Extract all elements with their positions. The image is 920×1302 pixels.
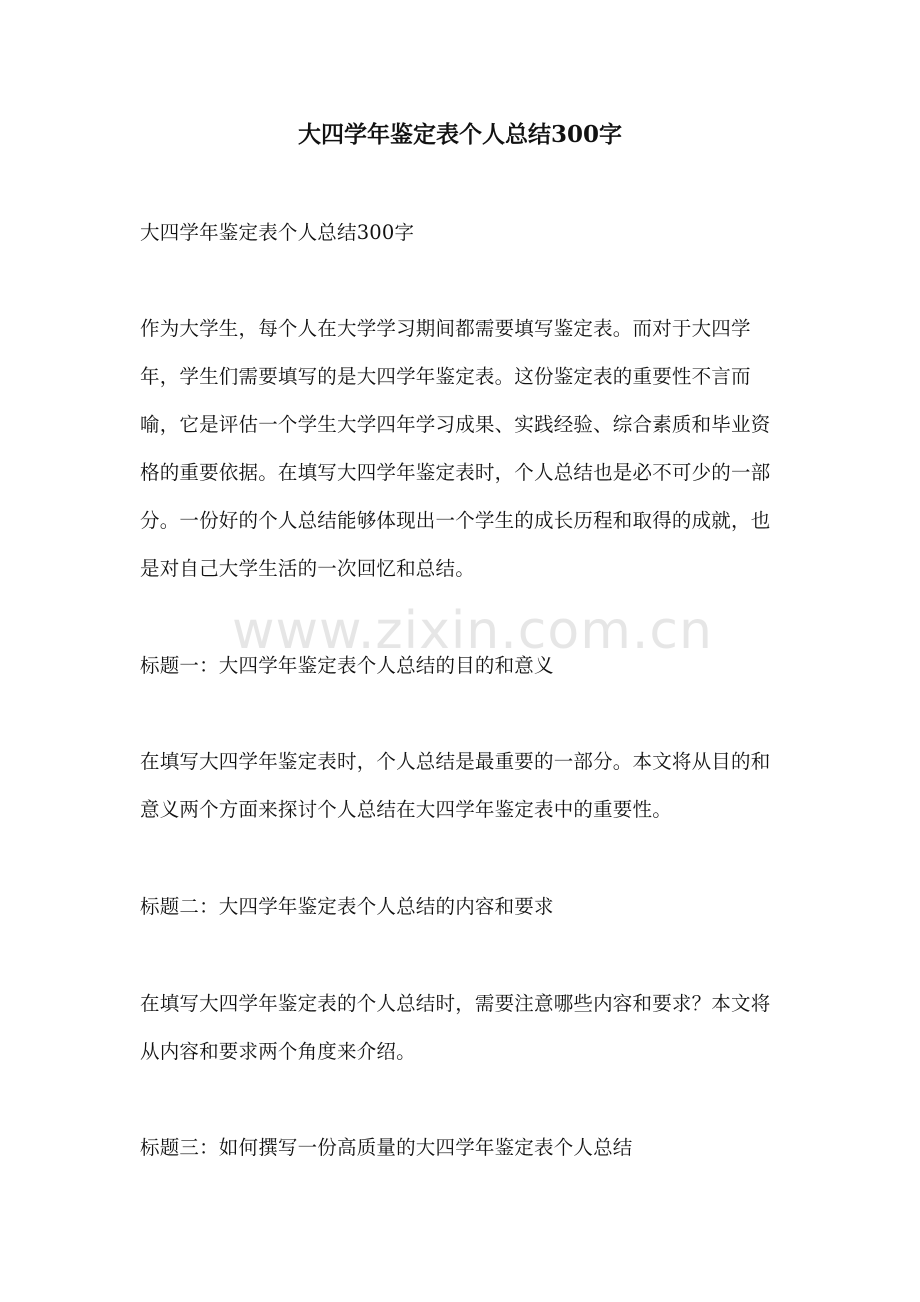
heading-three: 标题三：如何撰写一份高质量的大四学年鉴定表个人总结 bbox=[140, 1136, 633, 1159]
heading-one-paragraph: 在填写大四学年鉴定表时，个人总结是最重要的一部分。本文将从目的和意义两个方面来探讨个人总结在大四学年鉴定表中的重要性。 bbox=[140, 750, 771, 821]
heading-two-paragraph: 在填写大四学年鉴定表的个人总结时，需要注意哪些内容和要求？本文将从内容和要求两个角度来介绍。 bbox=[140, 992, 771, 1063]
document-title: 大四学年鉴定表个人总结300字 bbox=[297, 121, 622, 148]
document-subtitle: 大四学年鉴定表个人总结300字 bbox=[140, 221, 415, 244]
heading-two: 标题二：大四学年鉴定表个人总结的内容和要求 bbox=[140, 895, 554, 918]
watermark: www.zixin.com.cn bbox=[232, 601, 713, 661]
heading-one: 标题一：大四学年鉴定表个人总结的目的和意义 bbox=[140, 654, 554, 677]
intro-paragraph: 作为大学生，每个人在大学学习期间都需要填写鉴定表。而对于大四学年，学生们需要填写的是大四学年鉴定表。这份鉴定表的重要性不言而喻，它是评估一个学生大学四年学习成果、实践经验、综合素质和毕业资格的重要依据。在填写大四学年鉴定表时，个人总结也是必不可少的一部分。一份好的个人总结能够体现出一个学生的成长历程和取得的成就，也是对自己大学生活的一次回忆和总结。 bbox=[140, 317, 771, 580]
